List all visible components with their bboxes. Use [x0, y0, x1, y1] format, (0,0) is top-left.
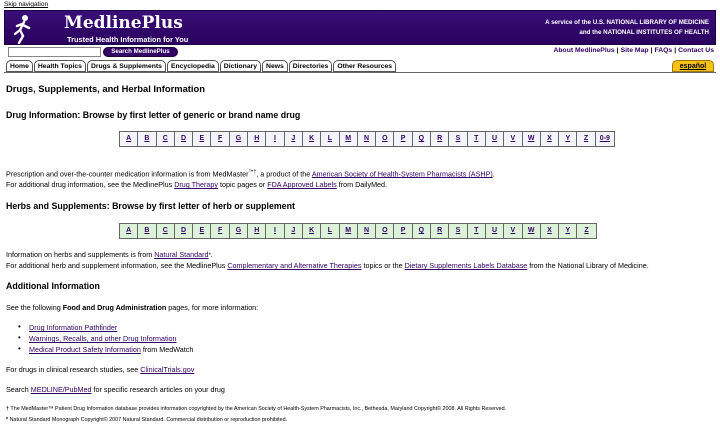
tab-health-topics[interactable]: Health Topics — [34, 60, 86, 72]
nav-divider — [4, 72, 716, 73]
alpha-letter-link[interactable]: E — [193, 224, 211, 238]
separator: | — [650, 47, 653, 54]
alpha-letter-link[interactable]: E — [193, 132, 211, 146]
pubmed-link[interactable]: MEDLINE/PubMed — [30, 385, 92, 394]
alpha-letter-link[interactable]: N — [358, 224, 376, 238]
search-input[interactable] — [8, 47, 101, 57]
tab-directories[interactable]: Directories — [289, 60, 333, 72]
fda-labels-link[interactable]: FDA Approved Labels — [267, 180, 337, 189]
alpha-letter-link[interactable]: X — [541, 132, 559, 146]
drug-section-heading: Drug Information: Browse by first letter of generic or brand name drug — [6, 110, 301, 120]
alpha-letter-link[interactable]: V — [504, 224, 522, 238]
alpha-letter-link[interactable]: Y — [559, 132, 577, 146]
clinical-trials-text: For drugs in clinical research studies, see ClinicalTrials.gov — [6, 365, 195, 374]
list-item — [16, 334, 193, 345]
alpha-letter-link[interactable]: Q — [413, 132, 431, 146]
herb-source-text: Information on herbs and supplements is from Natural Standard*. — [6, 250, 213, 259]
cam-therapies-link[interactable]: Complementary and Alternative Therapies — [227, 261, 362, 270]
alpha-letter-link[interactable]: W — [523, 132, 541, 146]
alpha-letter-link[interactable]: P — [394, 224, 412, 238]
tab-other-resources[interactable]: Other Resources — [333, 60, 396, 72]
alpha-letter-link[interactable]: S — [449, 224, 467, 238]
fda-intro-text: See the following Food and Drug Administration pages, for more information: — [6, 303, 259, 312]
separator: | — [674, 47, 677, 54]
tab-encyclopedia[interactable]: Encyclopedia — [167, 60, 219, 72]
tab-home[interactable]: Home — [6, 60, 33, 72]
alpha-letter-link[interactable]: Z — [577, 132, 595, 146]
logo-tagline: Trusted Health Information for You — [67, 35, 189, 44]
alpha-letter-link[interactable]: U — [486, 224, 504, 238]
alpha-letter-link[interactable]: X — [541, 224, 559, 238]
pubmed-text: Search MEDLINE/PubMed for specific research articles on your drug — [6, 385, 225, 394]
alpha-letter-link[interactable]: Y — [559, 224, 577, 238]
tab-dictionary[interactable]: Dictionary — [220, 60, 261, 72]
alpha-letter-link[interactable]: F — [211, 132, 229, 146]
alpha-letter-link[interactable]: C — [157, 224, 175, 238]
search-button[interactable]: Search MedlinePlus — [103, 47, 178, 57]
alpha-letter-link[interactable]: F — [211, 224, 229, 238]
alpha-letter-link[interactable]: I — [266, 224, 284, 238]
ashp-link[interactable]: American Society of Health-System Pharmacists (ASHP) — [311, 169, 493, 179]
separator: | — [616, 47, 619, 54]
drug-pathfinder-link[interactable]: Drug Information Pathfinder — [29, 323, 118, 332]
nih-service-line[interactable]: and the NATIONAL INSTITUTES OF HEALTH — [579, 29, 709, 36]
alpha-letter-link[interactable]: D — [175, 224, 193, 238]
alpha-letter-link[interactable]: B — [138, 132, 156, 146]
tab-news[interactable]: News — [262, 60, 288, 72]
alpha-letter-link[interactable]: T — [468, 224, 486, 238]
alpha-letter-link[interactable]: 0-9 — [596, 132, 614, 146]
alpha-letter-link[interactable]: T — [468, 132, 486, 146]
medlineplus-logo[interactable]: MedlinePlus — [64, 13, 183, 33]
drug-additional-text: For additional drug information, see the MedlinePlus Drug Therapy topic pages or FDA Approved Labels from DailyMed. — [6, 180, 388, 189]
alpha-letter-link[interactable]: D — [175, 132, 193, 146]
page-title: Drugs, Supplements, and Herbal Information — [6, 83, 205, 94]
tab-drugs-supplements[interactable]: Drugs & Supplements — [87, 60, 166, 72]
faqs-link[interactable]: FAQs — [654, 47, 673, 54]
runner-logo-icon — [11, 14, 33, 44]
additional-info-heading: Additional Information — [6, 281, 100, 291]
espanol-button[interactable]: español — [672, 60, 714, 72]
alpha-letter-link[interactable]: M — [340, 224, 358, 238]
drug-therapy-link[interactable]: Drug Therapy — [174, 180, 219, 189]
list-item — [16, 323, 193, 334]
alpha-letter-link[interactable]: U — [486, 132, 504, 146]
drug-alphabet-bar — [119, 131, 615, 147]
alpha-letter-link[interactable]: H — [248, 224, 266, 238]
clinicaltrials-link[interactable]: ClinicalTrials.gov — [140, 365, 195, 374]
alpha-letter-link[interactable]: Z — [577, 224, 595, 238]
skip-navigation-link[interactable]: Skip navigation — [4, 1, 49, 8]
alpha-letter-link[interactable]: K — [303, 224, 321, 238]
alpha-letter-link[interactable]: N — [358, 132, 376, 146]
site-map-link[interactable]: Site Map — [620, 47, 649, 54]
natural-standard-link[interactable]: Natural Standard — [154, 250, 209, 259]
product-safety-link[interactable]: Medical Product Safety Information — [29, 345, 141, 354]
warnings-recalls-link[interactable]: Warnings, Recalls, and other Drug Information — [29, 334, 177, 343]
drug-source-text: Prescription and over-the-counter medication information is from MedMaster™†, a product of the American Society of Health-System Pharmacists (ASHP). — [6, 169, 495, 179]
supplement-labels-link[interactable]: Dietary Supplements Labels Database — [404, 261, 528, 270]
alpha-letter-link[interactable]: L — [321, 224, 339, 238]
utility-links — [553, 47, 714, 54]
alpha-letter-link[interactable]: G — [230, 224, 248, 238]
site-banner — [4, 10, 716, 45]
alpha-letter-link[interactable]: J — [285, 224, 303, 238]
search-bar — [4, 45, 716, 59]
list-item: • Medical Product Safety Information from MedWatch — [16, 345, 193, 356]
alpha-letter-link[interactable]: G — [230, 132, 248, 146]
about-link[interactable]: About MedlinePlus — [553, 47, 615, 54]
footnote-natural-standard: * Natural Standard Monograph Copyright© 2007 Natural Standard. Commercial distribution or reproduction prohibited. — [6, 417, 288, 423]
alpha-letter-link[interactable]: R — [431, 132, 449, 146]
alpha-letter-link[interactable]: M — [340, 132, 358, 146]
alpha-letter-link[interactable]: S — [449, 132, 467, 146]
alpha-letter-link[interactable]: O — [376, 132, 394, 146]
fda-links-list — [16, 323, 193, 356]
alpha-letter-link[interactable]: J — [285, 132, 303, 146]
alpha-letter-link[interactable]: Q — [413, 224, 431, 238]
herb-alphabet-bar — [119, 223, 597, 239]
alpha-letter-link[interactable]: K — [303, 132, 321, 146]
alpha-letter-link[interactable]: L — [321, 132, 339, 146]
alpha-letter-link[interactable]: O — [376, 224, 394, 238]
alpha-letter-link[interactable]: H — [248, 132, 266, 146]
alpha-letter-link[interactable]: C — [157, 132, 175, 146]
alpha-letter-link[interactable]: B — [138, 224, 156, 238]
alpha-letter-link[interactable]: W — [523, 224, 541, 238]
alpha-letter-link[interactable]: I — [266, 132, 284, 146]
herb-additional-text: For additional herb and supplement information, see the MedlinePlus Complementary and Alternative Therapies topics or the Dietary Supplements Labels Database from the National Library of Medicine. — [6, 261, 649, 270]
alpha-letter-link[interactable]: P — [394, 132, 412, 146]
herb-section-heading: Herbs and Supplements: Browse by first letter of herb or supplement — [6, 201, 295, 211]
nlm-service-line[interactable]: A service of the U.S. NATIONAL LIBRARY OF MEDICINE — [545, 19, 709, 26]
alpha-letter-link[interactable]: A — [120, 132, 138, 146]
footnote-medmaster: † The MedMaster™ Patient Drug Information database provides information copyrighted by the American Society of Health-System Pharmacists, Inc., Bethesda, Maryland Copyright© 2008. All Rights Reserved. — [6, 406, 507, 412]
alpha-letter-link[interactable]: V — [504, 132, 522, 146]
alpha-letter-link[interactable]: R — [431, 224, 449, 238]
contact-link[interactable]: Contact Us — [678, 47, 714, 54]
alpha-letter-link[interactable]: A — [120, 224, 138, 238]
